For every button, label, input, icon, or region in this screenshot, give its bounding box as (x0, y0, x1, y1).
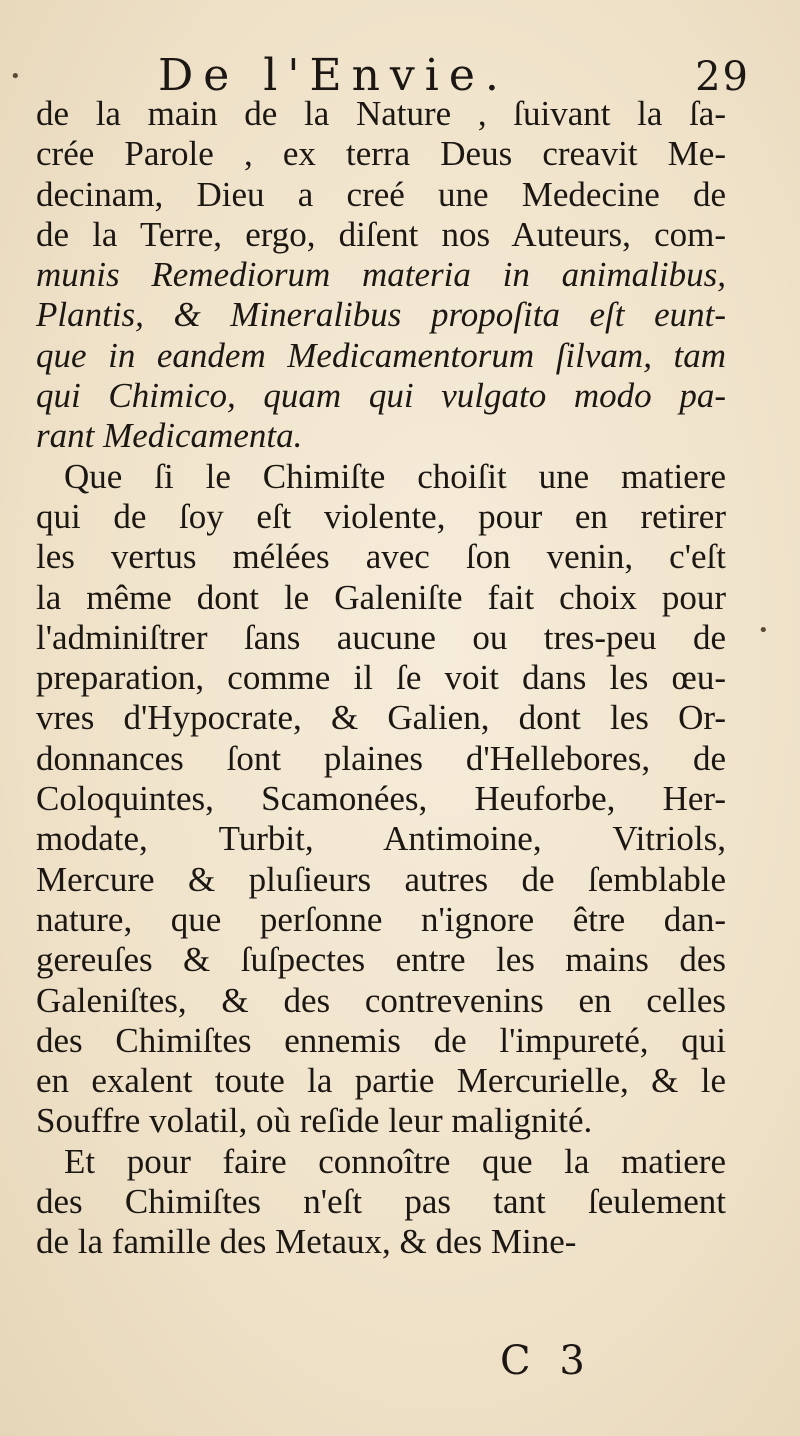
text-line: de la famille des Metaux, & des Mine- (36, 1222, 577, 1262)
ink-speck: • (10, 66, 21, 87)
text-line: modate, Turbit, Antimoine, Vitriols, (36, 819, 726, 859)
text-line: nature, que perſonne n'ignore être dan- (36, 899, 726, 939)
text-line: Et pour faire connoître que la matiere (64, 1141, 726, 1181)
body-text (36, 94, 726, 1263)
text-line: Souffre volatil, où reſide leur malignité. (36, 1101, 593, 1141)
text-line: gereuſes & ſuſpectes entre les mains des (36, 940, 726, 980)
text-line: Mercure & pluſieurs autres de ſemblable (36, 859, 726, 899)
text-line: des Chimiſtes ennemis de l'impureté, qui (36, 1020, 726, 1060)
text-line: qui Chimico, quam qui vulgato modo pa- (36, 376, 726, 416)
text-line: que in eandem Medicamentorum ſilvam, tam (36, 335, 726, 375)
text-line: qui de ſoy eſt violente, pour en retirer (36, 496, 726, 536)
text-line: les vertus mélées avec ſon venin, c'eſt (36, 537, 726, 577)
text-line: l'adminiſtrer ſans aucune ou tres-peu de (36, 617, 726, 657)
text-line: munis Remediorum materia in animalibus, (36, 255, 726, 295)
text-line: des Chimiſtes n'eſt pas tant ſeulement (36, 1182, 726, 1222)
text-line: Coloquintes, Scamonées, Heuforbe, Her- (36, 779, 726, 819)
ink-speck: • (758, 620, 769, 641)
text-line: de la Terre, ergo, diſent nos Auteurs, com- (36, 214, 726, 254)
text-line: en exalent toute la partie Mercurielle, & le (36, 1061, 726, 1101)
text-line: crée Parole , ex terra Deus creavit Me- (36, 134, 726, 174)
text-line: Galeniſtes, & des contrevenins en celles (36, 980, 726, 1020)
text-line: la même dont le Galeniſte fait choix pour (36, 577, 726, 617)
text-line: de la main de la Nature , ſuivant la ſa- (36, 94, 726, 133)
text-line: rant Medicamenta. (36, 416, 303, 456)
text-line: donnances ſont plaines d'Hellebores, de (36, 738, 726, 778)
text-line: vres d'Hypocrate, & Galien, dont les Or- (36, 698, 726, 738)
signature-mark: C 3 (500, 1338, 593, 1384)
text-line: preparation, comme il ſe voit dans les œu- (36, 658, 726, 698)
running-title: De l'Envie. (158, 50, 509, 101)
text-line: decinam, Dieu a creé une Medecine de (36, 174, 726, 214)
text-line: Que ſi le Chimiſte choiſit une matiere (64, 456, 726, 496)
text-line: Plantis, & Mineralibus propoſita eſt eunt- (36, 295, 726, 335)
page-number: 29 (695, 54, 750, 100)
